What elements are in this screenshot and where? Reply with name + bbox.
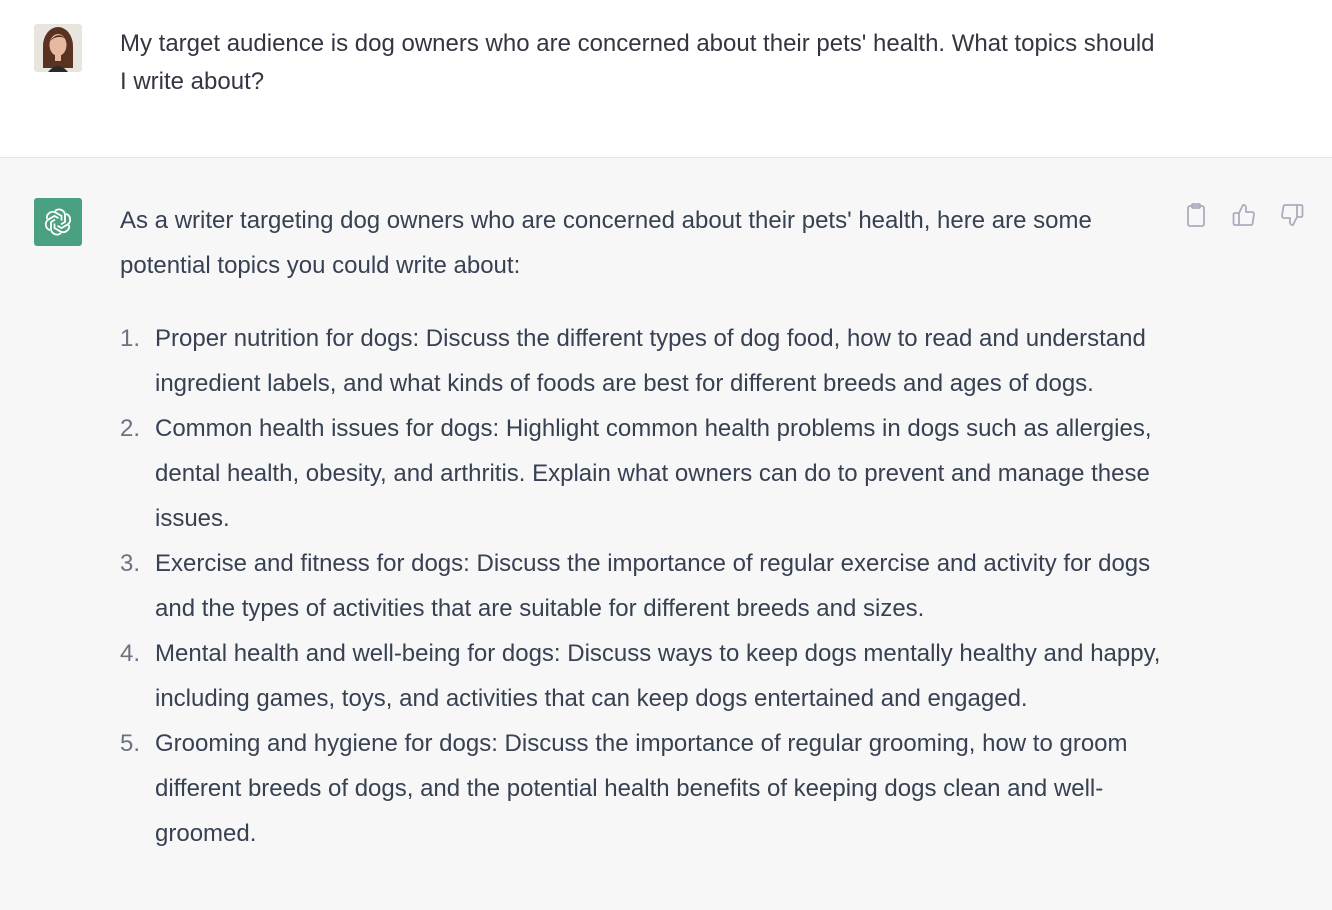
list-item-number: 2.: [120, 415, 141, 442]
list-item-text: Grooming and hygiene for dogs: Discuss the importance of regular grooming, how to groom different breeds of dogs, and the potential health benefits of keeping dogs clean and well-groomed.: [155, 730, 1128, 847]
list-item: [120, 406, 1180, 541]
user-message: [0, 0, 1332, 158]
list-item-number: 5.: [120, 730, 141, 757]
list-item-text: Exercise and fitness for dogs: Discuss the importance of regular exercise and activity for dogs and the types of activities that are suitable for different breeds and sizes.: [155, 550, 1151, 622]
list-item: [120, 316, 1180, 406]
list-item: [120, 541, 1180, 631]
list-item-text: Proper nutrition for dogs: Discuss the different types of dog food, how to read and understand ingredient labels, and what kinds of foods are best for different breeds and ages of dogs.: [155, 325, 1146, 397]
message-actions: [1183, 202, 1305, 228]
thumbs-up-icon: [1231, 202, 1257, 228]
thumbs-down-icon: [1279, 202, 1305, 228]
assistant-message: [0, 158, 1332, 910]
copy-button[interactable]: [1183, 202, 1209, 228]
user-message-text: My target audience is dog owners who are concerned about their pets' health. What topics should I write about?: [120, 30, 1155, 95]
list-item: [120, 631, 1180, 721]
list-item-number: 3.: [120, 550, 141, 577]
user-avatar: [34, 24, 82, 72]
list-item: [120, 721, 1180, 856]
thumbs-down-button[interactable]: [1279, 202, 1305, 228]
assistant-intro-text: As a writer targeting dog owners who are concerned about their pets' health, here are some potential topics you could write about:: [120, 207, 1092, 279]
openai-logo-icon: [34, 198, 82, 246]
list-item-number: 1.: [120, 325, 141, 352]
list-item-text: Mental health and well-being for dogs: Discuss ways to keep dogs mentally healthy and happy, including games, toys, and activities that can keep dogs entertained and engaged.: [155, 640, 1161, 712]
list-item-text: Common health issues for dogs: Highlight common health problems in dogs such as allergies, dental health, obesity, and arthritis. Explain what owners can do to prevent and manage these issues.: [155, 415, 1152, 532]
topic-list: [120, 316, 1180, 856]
clipboard-icon: [1184, 202, 1208, 228]
assistant-message-content: [120, 198, 1180, 856]
list-item-number: 4.: [120, 640, 141, 667]
thumbs-up-button[interactable]: [1231, 202, 1257, 228]
